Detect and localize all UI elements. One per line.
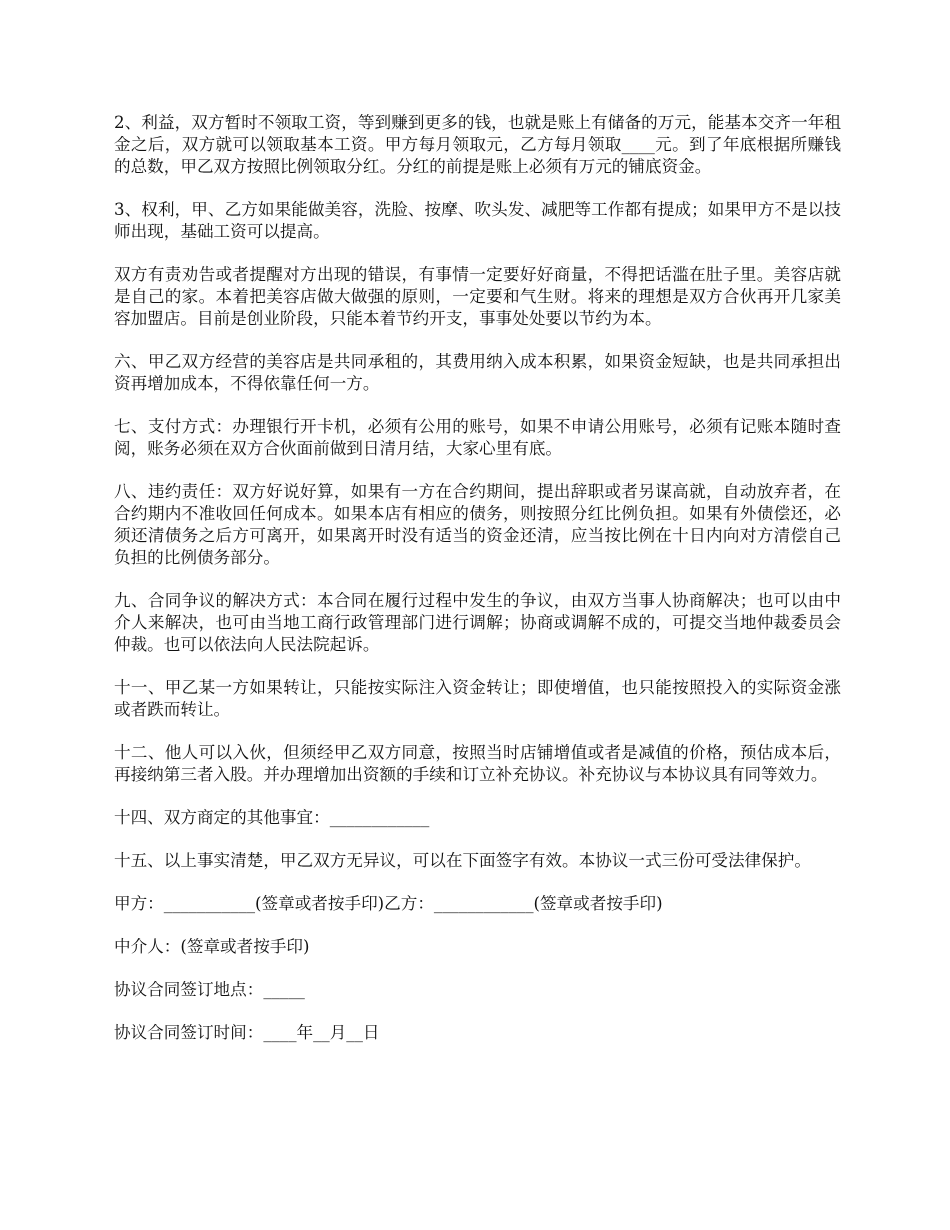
clause-12-new-partner: 十二、他人可以入伙，但须经甲乙双方同意，按照当时店铺增值或者是减值的价格，预估成本后，再接纳第三者入股。并办理增加出资额的手续和订立补充协议。补充协议与本协议具有同等效力。 xyxy=(114,743,841,784)
clause-3-rights: 3、权利，甲、乙方如果能做美容，洗脸、按摩、吹头发、减肥等工作都有提成；如果甲方不是以技师出现，基础工资可以提高。 xyxy=(114,200,841,241)
clause-11-transfer: 十一、甲乙某一方如果转让，只能按实际注入资金转让；即使增值，也只能按照投入的实际资金涨或者跌而转让。 xyxy=(114,678,841,719)
document-body xyxy=(114,112,841,1065)
clause-9-disputes: 九、合同争议的解决方式：本合同在履行过程中发生的争议，由双方当事人协商解决；也可以由中介人来解决，也可由当地工商行政管理部门进行调解；协商或调解不成的，可提交当地仲裁委员会仲裁。也可以依法向人民法院起诉。 xyxy=(114,591,841,654)
clause-8-breach: 八、违约责任：双方好说好算，如果有一方在合约期间，提出辞职或者另谋高就，自动放弃者，在合约期内不准收回任何成本。如果本店有相应的债务，则按照分红比例负担。如果有外债偿还，必须还清债务之后方可离开，如果离开时没有适当的资金还清，应当按比例在十日内向对方清偿自己负担的比例债务部分。 xyxy=(114,482,841,567)
signing-date: 协议合同签订时间：____年__月__日 xyxy=(114,1023,380,1042)
clause-14-other-matters: 十四、双方商定的其他事宜：____________ xyxy=(114,808,430,827)
clause-7-payment: 七、支付方式：办理银行开卡机，必须有公用的账号，如果不申请公用账号，必须有记账本随时查阅，账务必须在双方合伙面前做到日清月结，大家心里有底。 xyxy=(114,417,841,458)
clause-2-benefits: 2、利益，双方暂时不领取工资，等到赚到更多的钱，也就是账上有储备的万元，能基本交齐一年租金之后，双方就可以领取基本工资。甲方每月领取元，乙方每月领取____元。到了年底根据所赚钱的总数，甲乙双方按照比例领取分红。分红的前提是账上必须有万元的铺底资金。 xyxy=(114,113,841,176)
signature-line-intermediary: 中介人：(签章或者按手印) xyxy=(114,937,310,956)
mutual-advice-paragraph: 双方有责劝告或者提醒对方出现的错误，有事情一定要好好商量，不得把话滥在肚子里。美容店就是自己的家。本着把美容店做大做强的原则，一定要和气生财。将来的理想是双方合伙再开几家美容加盟店。目前是创业阶段，只能本着节约开支，事事处处要以节约为本。 xyxy=(114,265,841,328)
clause-15-confirmation: 十五、以上事实清楚，甲乙双方无异议，可以在下面签字有效。本协议一式三份可受法律保护。 xyxy=(114,851,811,870)
signature-line-parties: 甲方：___________(签章或者按手印)乙方：____________(签章或者按手印) xyxy=(114,894,663,913)
clause-6-costs: 六、甲乙双方经营的美容店是共同承租的，其费用纳入成本积累，如果资金短缺，也是共同承担出资再增加成本，不得依靠任何一方。 xyxy=(114,352,841,393)
signing-place: 协议合同签订地点：_____ xyxy=(114,980,305,999)
